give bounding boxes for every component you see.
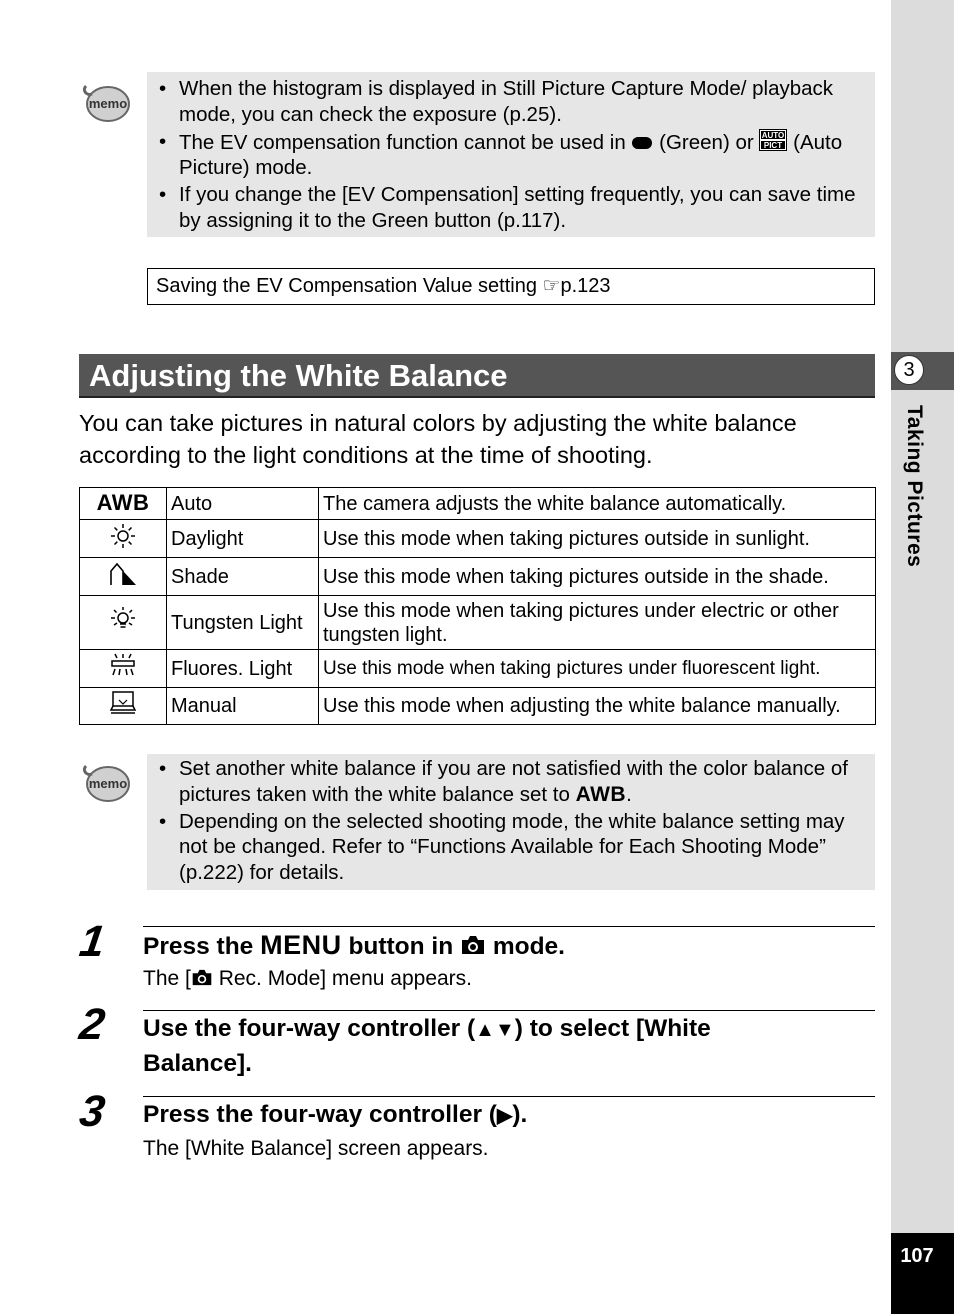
memo-icon bbox=[80, 80, 132, 126]
step-title: Press the MENU button in mode. bbox=[143, 930, 565, 960]
memo-icon bbox=[80, 760, 132, 806]
memo-item: • Set another white balance if you are not satisfied with the color balance of pictures taken with the white balance set to AWB. bbox=[159, 756, 863, 807]
svg-text:AUTO: AUTO bbox=[762, 130, 785, 140]
memo-box-histogram bbox=[147, 72, 875, 237]
white-balance-table bbox=[79, 487, 876, 725]
right-arrow-icon: ▶ bbox=[496, 1105, 513, 1127]
mode-description: Use this mode when taking pictures under fluorescent light. bbox=[319, 650, 876, 688]
table-row bbox=[80, 596, 876, 650]
section-title: Adjusting the White Balance bbox=[79, 354, 875, 398]
mode-description: Use this mode when adjusting the white balance manually. bbox=[319, 688, 876, 725]
fluorescent-icon bbox=[109, 653, 137, 679]
mode-name: Auto bbox=[167, 488, 319, 520]
tungsten-icon bbox=[109, 606, 137, 634]
reference-page[interactable]: p.123 bbox=[560, 275, 611, 297]
section-intro: You can take pictures in natural colors by adjusting the white balance according to the light conditions at the time of shooting. bbox=[79, 410, 797, 468]
mode-description: Use this mode when taking pictures under electric or other tungsten light. bbox=[319, 596, 876, 650]
auto-picture-icon bbox=[759, 129, 787, 151]
table-row bbox=[80, 520, 876, 558]
mode-name: Daylight bbox=[167, 520, 319, 558]
camera-icon bbox=[191, 968, 213, 987]
green-mode-icon bbox=[631, 135, 653, 151]
awb-icon: AWB bbox=[80, 488, 167, 520]
memo-box-white-balance bbox=[147, 754, 875, 890]
memo-item: • Depending on the selected shooting mode, the white balance setting may not be changed. Refer to “Functions Available for Each Shooting Mode” (p.222) for details. bbox=[159, 809, 863, 886]
table-row bbox=[80, 688, 876, 725]
mode-name: Shade bbox=[167, 558, 319, 596]
up-down-arrow-icon: ▲▼ bbox=[475, 1019, 515, 1041]
svg-text:memo: memo bbox=[88, 776, 128, 791]
mode-name: Fluores. Light bbox=[167, 650, 319, 688]
menu-button-label: MENU bbox=[260, 930, 342, 960]
memo-item: • If you change the [EV Compensation] setting frequently, you can save time by assigning it to the Green button (p.117). bbox=[159, 182, 863, 233]
side-chapter-tab bbox=[891, 0, 954, 1314]
camera-icon bbox=[460, 934, 486, 956]
step-number: 1 bbox=[76, 917, 108, 966]
step-title: Press the four-way controller (▶). bbox=[143, 1101, 528, 1128]
step-description: The [White Balance] screen appears. bbox=[143, 1137, 489, 1160]
table-row bbox=[80, 488, 876, 520]
step-number: 2 bbox=[76, 1000, 108, 1049]
step-title: Use the four-way controller (▲▼) to select [White Balance]. bbox=[143, 1015, 711, 1077]
memo-item: • When the histogram is displayed in Still Picture Capture Mode/ playback mode, you can check the exposure (p.25). bbox=[159, 76, 863, 127]
mode-description: The camera adjusts the white balance automatically. bbox=[319, 488, 876, 520]
mode-name: Tungsten Light bbox=[167, 596, 319, 650]
daylight-icon bbox=[110, 523, 136, 549]
awb-icon: AWB bbox=[575, 782, 627, 806]
svg-text:memo: memo bbox=[88, 96, 128, 111]
mode-description: Use this mode when taking pictures outside in the shade. bbox=[319, 558, 876, 596]
table-row bbox=[80, 650, 876, 688]
step-divider bbox=[143, 1096, 875, 1097]
step-divider bbox=[143, 1010, 875, 1011]
manual-icon bbox=[109, 690, 137, 716]
reference-box: Saving the EV Compensation Value setting ☞p.123 bbox=[147, 268, 875, 305]
svg-text:PICT: PICT bbox=[764, 140, 783, 150]
step-description: The [ Rec. Mode] menu appears. bbox=[143, 967, 473, 990]
memo-item: • The EV compensation function cannot be used in (Green) or AUTO PICT (Auto Picture) mode. bbox=[159, 129, 863, 181]
step-divider bbox=[143, 926, 875, 927]
page-number: 107 bbox=[900, 1245, 934, 1267]
table-row bbox=[80, 558, 876, 596]
mode-name: Manual bbox=[167, 688, 319, 725]
chapter-title: Taking Pictures bbox=[903, 405, 926, 568]
pointing-hand-icon: ☞ bbox=[542, 275, 561, 297]
step-number: 3 bbox=[76, 1087, 108, 1136]
mode-description: Use this mode when taking pictures outside in sunlight. bbox=[319, 520, 876, 558]
shade-icon bbox=[108, 561, 138, 587]
chapter-number: 3 bbox=[894, 355, 924, 385]
